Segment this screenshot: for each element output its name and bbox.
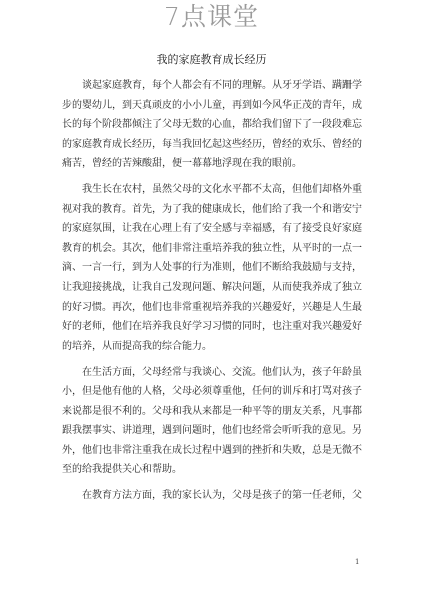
paragraph-3: 在生活方面，父母经常与我谈心、交流。他们认为，孩子年龄虽小，但是他有他的人格，父母必须尊重他，任何的训斥和打骂对孩子来说都是很不利的。父母和我从来都是一种平等的朋友关系，凡事都跟我摆事实、讲道理，遇到问题时，他们也经常会听听我的意见。另外，他们也非常注重我在成长过程中遇到的挫折和失败，总是无微不至的给我提供关心和帮助。 (62, 366, 362, 476)
document-body (62, 76, 362, 512)
document-title: 我的家庭教育成长经历 (156, 53, 267, 66)
page-number: 1 (355, 558, 360, 566)
site-header-title: 7点课堂 (164, 2, 259, 31)
paragraph-4: 在教育方法方面，我的家长认为，父母是孩子的第一任老师，父 (82, 490, 362, 502)
paragraph-2: 我生长在农村，虽然父母的文化水平都不太高，但他们却格外重视对我的教育。首先，为了我的健康成长，他们给了我一个和谐安宁的家庭氛围，让我在心理上有了安全感与幸福感，有了接受良好家庭教育的机会。其次，他们非常注重培养我的独立性，从平时的一点一滴、一言一行，到为人处事的行为准则，他们不断给我鼓励与支持，让我迎接挑战，让我自己发现问题、解决问题，从而使我养成了独立的好习惯。再次，他们也非常重视培养我的兴趣爱好，兴趣是人生最好的老师，他们在培养我良好学习习惯的同时，也注重对我兴趣爱好的培养，从而提高我的综合能力。 (62, 184, 362, 352)
paragraph-1: 谈起家庭教育，每个人都会有不同的理解。从牙牙学语、蹒跚学步的婴幼儿，到天真顽皮的小小儿童，再到如今风华正茂的青年，成长的每个阶段都倾注了父母无数的心血，都给我们留下了一段段难忘的家庭教育成长经历，每当我回忆起这些经历，曾经的欢乐、曾经的痛苦，曾经的苦辣酸甜，便一幕幕地浮现在我的眼前。 (62, 80, 362, 170)
